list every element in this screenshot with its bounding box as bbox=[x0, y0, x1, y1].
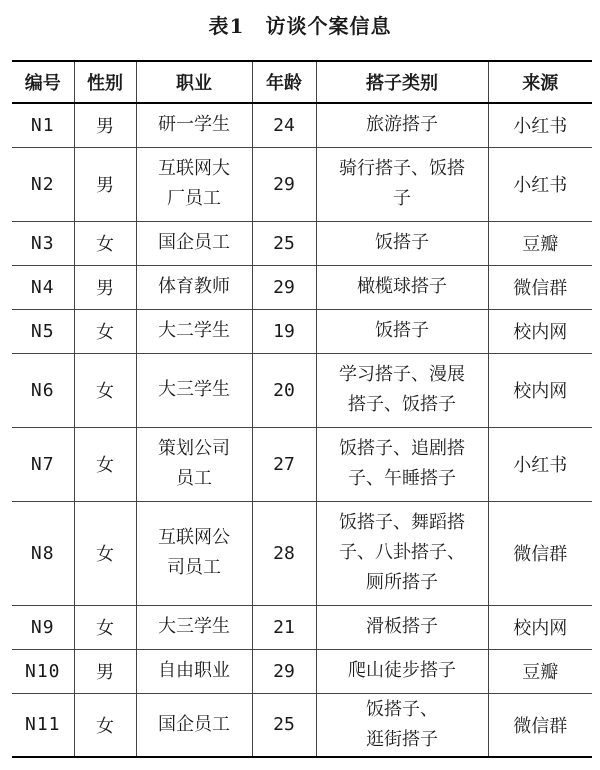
cell-id: N5 bbox=[12, 309, 74, 353]
cell-occupation: 研一学生 bbox=[136, 103, 252, 147]
cell-age: 24 bbox=[252, 103, 316, 147]
cell-id: N3 bbox=[12, 221, 74, 265]
table-row bbox=[12, 147, 592, 221]
cell-occupation: 互联网大 厂员工 bbox=[136, 147, 252, 221]
cell-gender: 女 bbox=[74, 309, 136, 353]
cell-gender: 女 bbox=[74, 353, 136, 427]
cell-id: N1 bbox=[12, 103, 74, 147]
table-row bbox=[12, 693, 592, 757]
cell-gender: 男 bbox=[74, 649, 136, 693]
cell-age: 28 bbox=[252, 501, 316, 605]
cell-gender: 女 bbox=[74, 221, 136, 265]
table-body bbox=[12, 103, 592, 757]
cell-source: 微信群 bbox=[488, 501, 592, 605]
cell-id: N11 bbox=[12, 693, 74, 757]
cell-partner-type: 滑板搭子 bbox=[316, 605, 488, 649]
cell-gender: 男 bbox=[74, 103, 136, 147]
cell-source: 小红书 bbox=[488, 147, 592, 221]
header-source: 来源 bbox=[488, 61, 592, 103]
cell-id: N8 bbox=[12, 501, 74, 605]
table-row bbox=[12, 501, 592, 605]
table-row bbox=[12, 427, 592, 501]
table-row bbox=[12, 221, 592, 265]
cell-partner-type: 饭搭子 bbox=[316, 309, 488, 353]
table-row bbox=[12, 309, 592, 353]
cell-source: 校内网 bbox=[488, 353, 592, 427]
cell-age: 29 bbox=[252, 147, 316, 221]
cell-gender: 女 bbox=[74, 427, 136, 501]
cell-id: N6 bbox=[12, 353, 74, 427]
cell-age: 20 bbox=[252, 353, 316, 427]
cell-occupation: 国企员工 bbox=[136, 693, 252, 757]
cell-partner-type: 饭搭子、 逛街搭子 bbox=[316, 693, 488, 757]
cell-partner-type: 爬山徒步搭子 bbox=[316, 649, 488, 693]
cell-occupation: 策划公司 员工 bbox=[136, 427, 252, 501]
table-row bbox=[12, 605, 592, 649]
cell-gender: 女 bbox=[74, 605, 136, 649]
cell-gender: 女 bbox=[74, 501, 136, 605]
cell-source: 小红书 bbox=[488, 103, 592, 147]
cell-source: 校内网 bbox=[488, 605, 592, 649]
cell-source: 小红书 bbox=[488, 427, 592, 501]
table-row bbox=[12, 353, 592, 427]
header-age: 年龄 bbox=[252, 61, 316, 103]
cell-partner-type: 骑行搭子、饭搭 子 bbox=[316, 147, 488, 221]
cell-occupation: 自由职业 bbox=[136, 649, 252, 693]
cell-id: N2 bbox=[12, 147, 74, 221]
table-row bbox=[12, 103, 592, 147]
table-row bbox=[12, 265, 592, 309]
cell-partner-type: 饭搭子、舞蹈搭 子、八卦搭子、 厕所搭子 bbox=[316, 501, 488, 605]
cell-occupation: 大三学生 bbox=[136, 605, 252, 649]
cell-id: N10 bbox=[12, 649, 74, 693]
table-header-row bbox=[12, 61, 592, 103]
cell-occupation: 体育教师 bbox=[136, 265, 252, 309]
interview-cases-table bbox=[12, 60, 592, 758]
cell-age: 27 bbox=[252, 427, 316, 501]
header-gender: 性别 bbox=[74, 61, 136, 103]
cell-gender: 男 bbox=[74, 147, 136, 221]
cell-source: 微信群 bbox=[488, 693, 592, 757]
header-partner-type: 搭子类别 bbox=[316, 61, 488, 103]
cell-occupation: 国企员工 bbox=[136, 221, 252, 265]
cell-occupation: 互联网公 司员工 bbox=[136, 501, 252, 605]
cell-source: 校内网 bbox=[488, 309, 592, 353]
table-row bbox=[12, 649, 592, 693]
cell-partner-type: 橄榄球搭子 bbox=[316, 265, 488, 309]
cell-partner-type: 饭搭子 bbox=[316, 221, 488, 265]
cell-age: 29 bbox=[252, 649, 316, 693]
cell-partner-type: 旅游搭子 bbox=[316, 103, 488, 147]
cell-source: 豆瓣 bbox=[488, 221, 592, 265]
cell-age: 25 bbox=[252, 693, 316, 757]
cell-gender: 男 bbox=[74, 265, 136, 309]
cell-source: 微信群 bbox=[488, 265, 592, 309]
cell-age: 29 bbox=[252, 265, 316, 309]
cell-age: 19 bbox=[252, 309, 316, 353]
cell-occupation: 大三学生 bbox=[136, 353, 252, 427]
cell-partner-type: 学习搭子、漫展 搭子、饭搭子 bbox=[316, 353, 488, 427]
cell-age: 25 bbox=[252, 221, 316, 265]
cell-id: N4 bbox=[12, 265, 74, 309]
cell-source: 豆瓣 bbox=[488, 649, 592, 693]
cell-partner-type: 饭搭子、追剧搭 子、午睡搭子 bbox=[316, 427, 488, 501]
header-occupation: 职业 bbox=[136, 61, 252, 103]
header-id: 编号 bbox=[12, 61, 74, 103]
cell-id: N9 bbox=[12, 605, 74, 649]
cell-gender: 女 bbox=[74, 693, 136, 757]
cell-age: 21 bbox=[252, 605, 316, 649]
cell-occupation: 大二学生 bbox=[136, 309, 252, 353]
cell-id: N7 bbox=[12, 427, 74, 501]
table-caption: 表1 访谈个案信息 bbox=[208, 14, 392, 38]
